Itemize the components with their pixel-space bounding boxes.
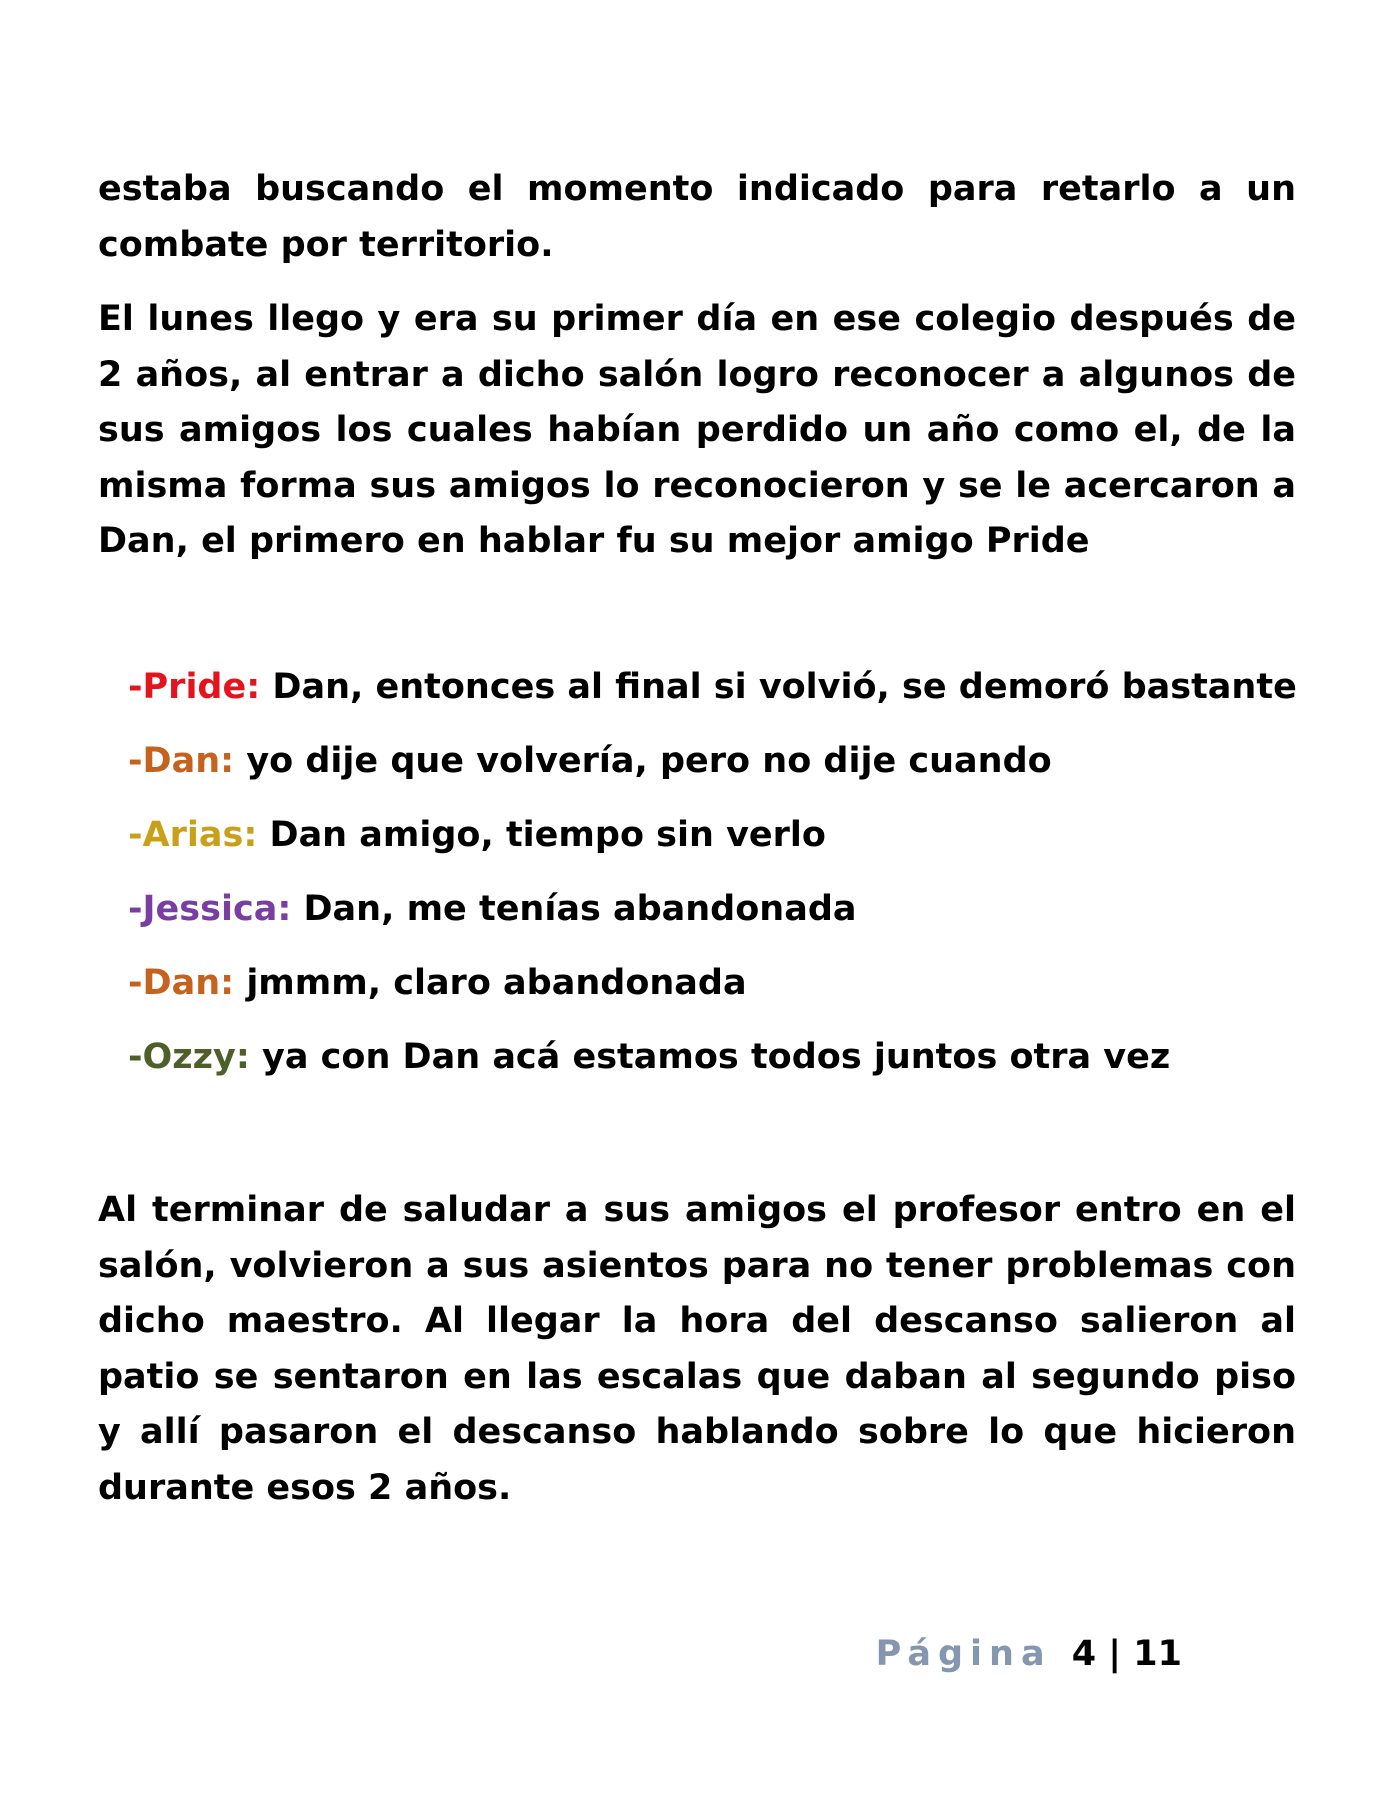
paragraph-break-time: Al terminar de saludar a sus amigos el profesor entro en el salón, volvieron a sus asientos para no tener problemas con dicho maestro. Al llegar la hora del descanso salieron al patio se sentaron en las escalas que daban al segundo piso y allí pasaron el descanso hablando sobre lo que hicieron durante esos 2 años. [98, 1190, 1296, 1508]
paragraph-intro: estaba buscando el momento indicado para retarlo a un combate por territorio. [98, 169, 1296, 265]
speaker-dan: -Dan: [128, 741, 235, 781]
dialogue-line [128, 881, 1298, 955]
page-separator: | [1108, 1634, 1122, 1674]
dialogue-text: ya con Dan acá estamos todos juntos otra vez [262, 1037, 1171, 1077]
page-number: 4 [1071, 1634, 1097, 1674]
speaker-ozzy: -Ozzy: [128, 1037, 250, 1077]
speaker-dan: -Dan: [128, 963, 235, 1003]
dialogue-line [128, 659, 1298, 733]
dialogue-text: jmmm, claro abandonada [246, 963, 747, 1003]
page-footer [780, 1626, 1182, 1682]
dialogue-text: Dan amigo, tiempo sin verlo [269, 815, 826, 855]
dialogue-text: Dan, entonces al final si volvió, se demoró bastante [272, 667, 1297, 707]
speaker-pride: -Pride: [128, 667, 261, 707]
dialogue-text: Dan, me tenías abandonada [303, 889, 857, 929]
document-page [98, 0, 1296, 1812]
dialogue-text: yo dije que volvería, pero no dije cuando [246, 741, 1052, 781]
dialogue-line [128, 1029, 1298, 1103]
speaker-arias: -Arias: [128, 815, 258, 855]
dialogue-line [128, 733, 1298, 807]
page-total: 11 [1133, 1634, 1182, 1674]
dialogue-list [128, 659, 1298, 1103]
dialogue-line [128, 955, 1298, 1029]
page-label: Página [875, 1634, 1052, 1674]
paragraph-monday: El lunes llego y era su primer día en ese colegio después de 2 años, al entrar a dicho salón logro reconocer a algunos de sus amigos los cuales habían perdido un año como el, de la misma forma sus amigos lo reconocieron y se le acercaron a Dan, el primero en hablar fu su mejor amigo Pride [98, 299, 1296, 561]
speaker-jessica: -Jessica: [128, 889, 292, 929]
dialogue-line [128, 807, 1298, 881]
